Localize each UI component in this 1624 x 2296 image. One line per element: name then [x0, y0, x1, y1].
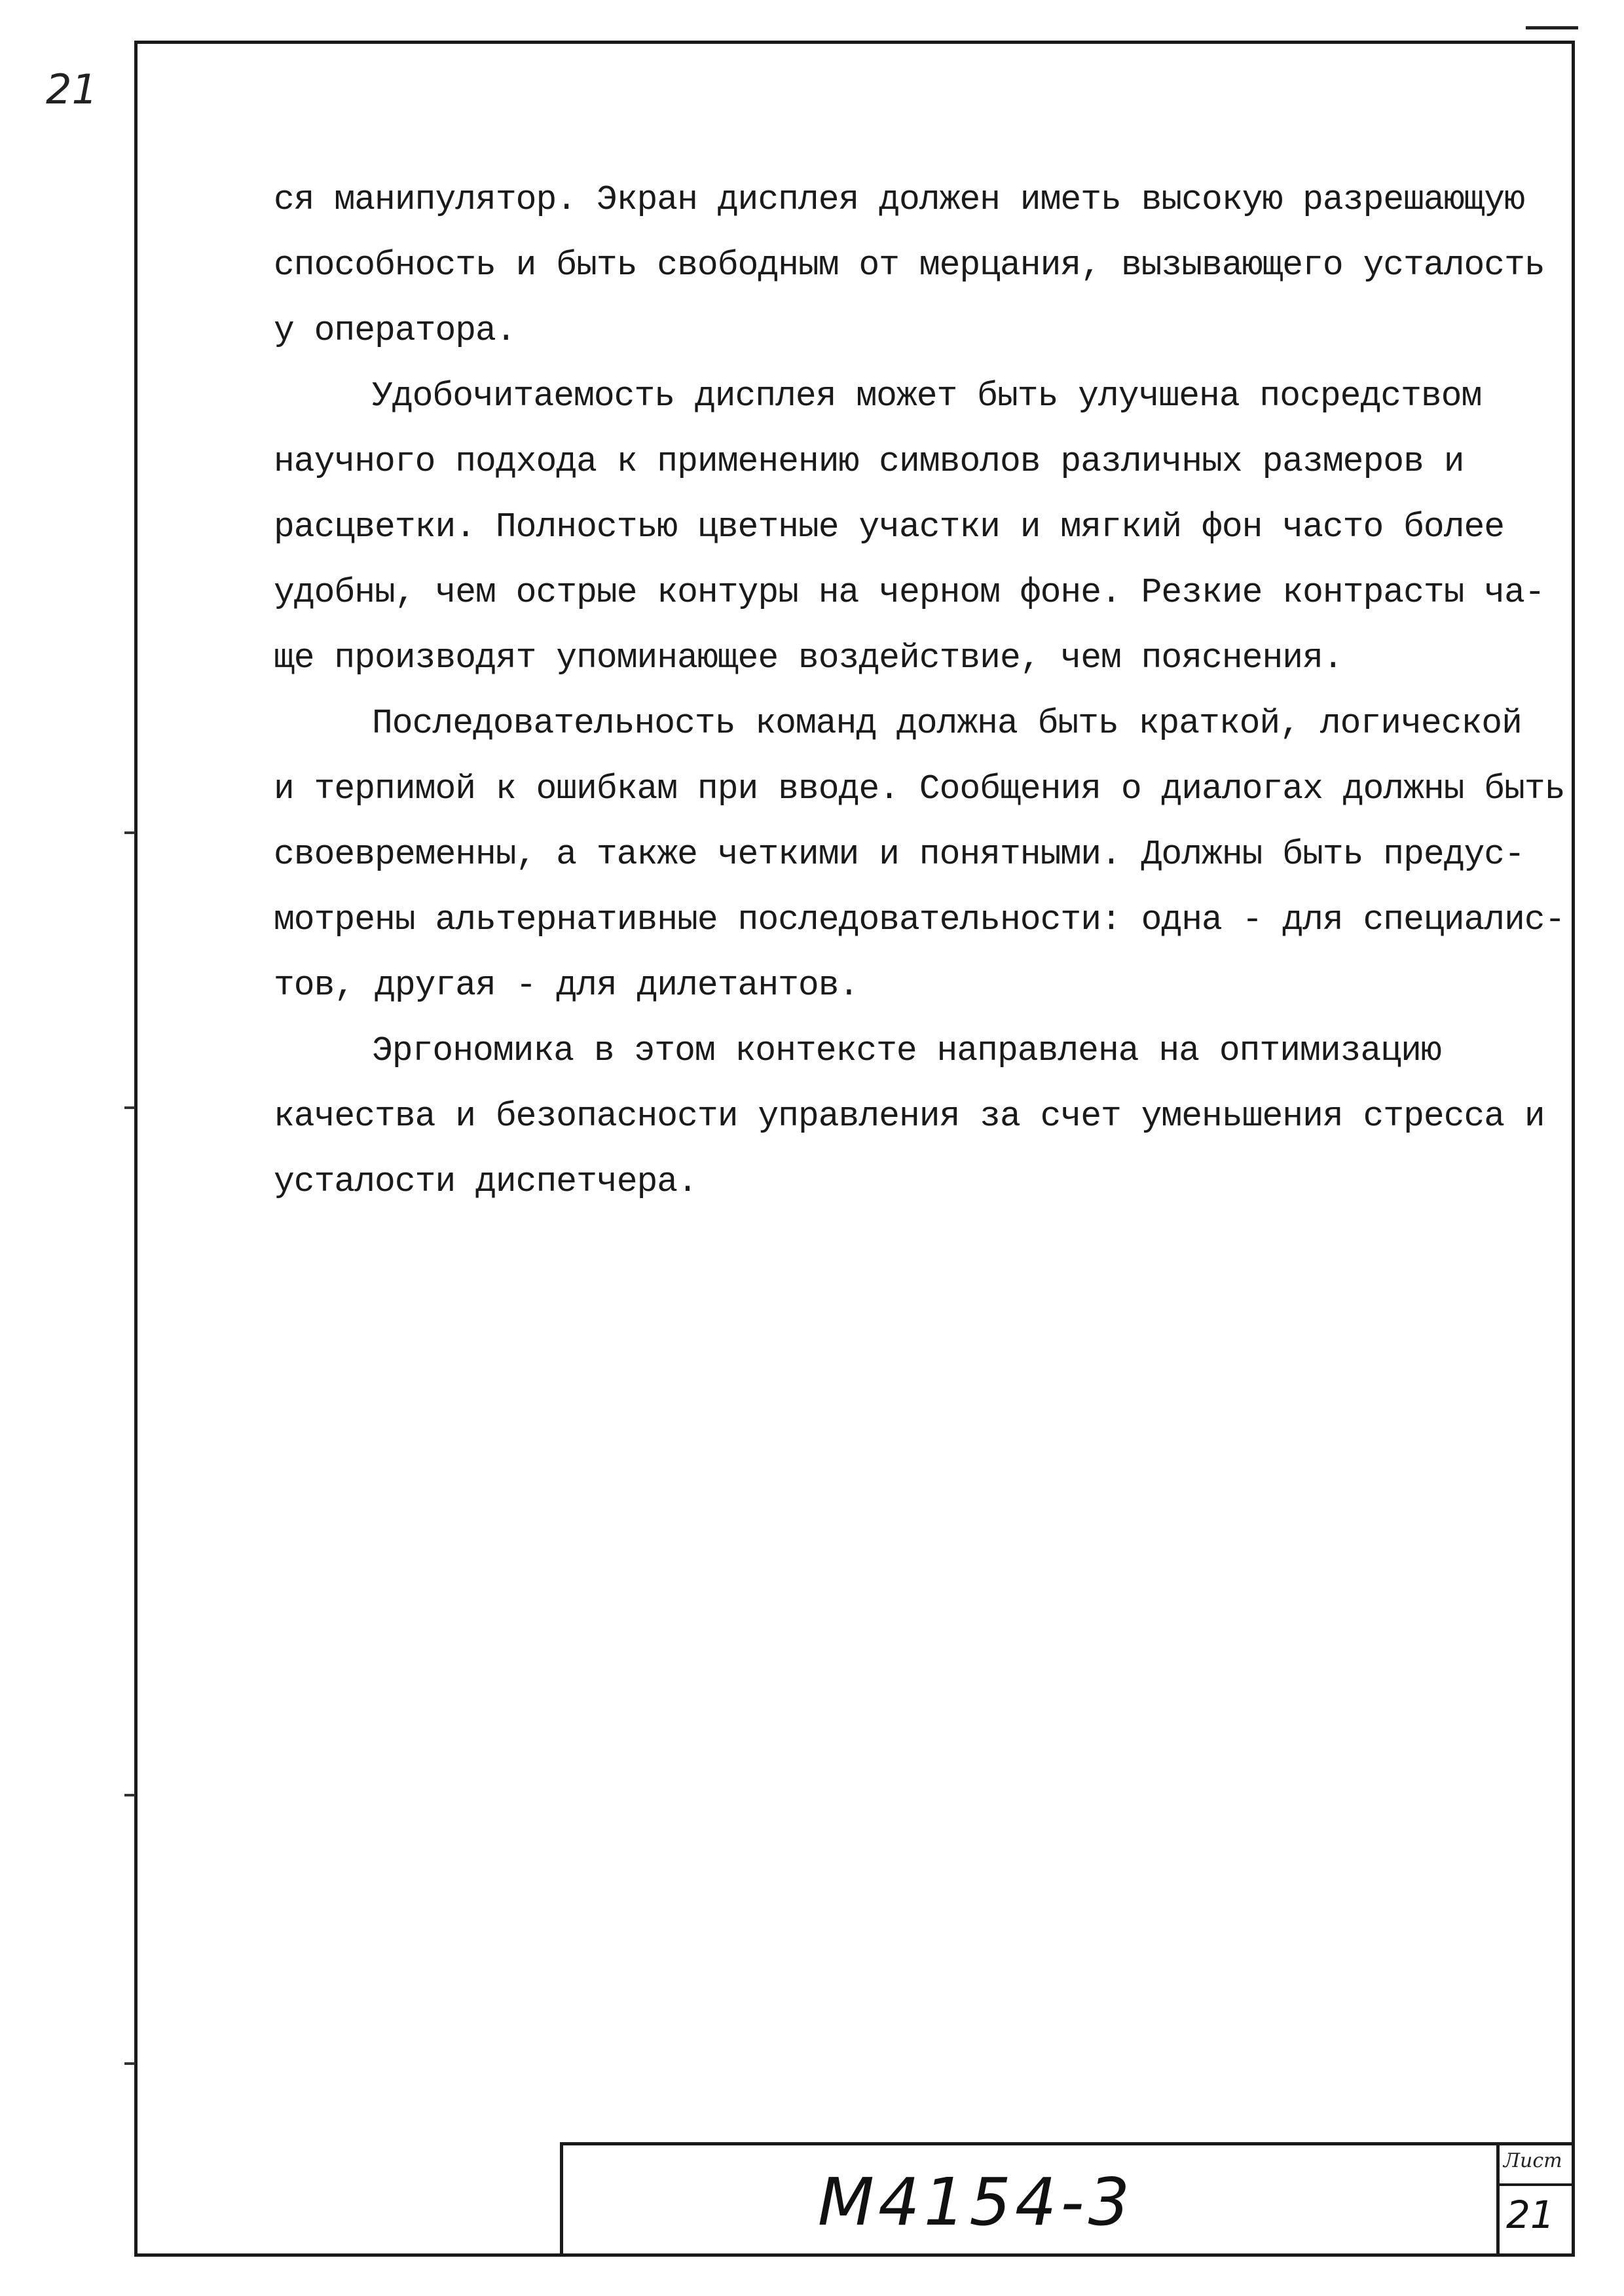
- paragraph: [274, 167, 1557, 363]
- paragraph: [274, 691, 1565, 1018]
- sheet-number: 21: [1506, 2193, 1555, 2237]
- sheet-number-cell: [1496, 2145, 1574, 2257]
- sheet-label: Лист: [1504, 2149, 1562, 2172]
- text-line: способность и быть свободным от мерцания, вызывающего усталость: [274, 246, 1545, 285]
- text-line: ся манипулятор. Экран дисплея должен иметь высокую разрешающую: [274, 180, 1524, 219]
- body-text: [274, 167, 1565, 1214]
- text-line: Эргономика в этом контексте направлена на оптимизацию: [372, 1031, 1441, 1070]
- text-line: усталости диспетчера.: [274, 1162, 697, 1201]
- paragraph: [274, 1018, 1557, 1214]
- text-line: ще производят упоминающее воздействие, чем пояснения.: [274, 638, 1343, 678]
- text-line: у оператора.: [274, 311, 516, 350]
- text-line: научного подхода к применению символов различных размеров и: [274, 442, 1464, 481]
- text-line: мотрены альтернативные последовательности: одна - для специалис-: [274, 900, 1565, 939]
- paragraph: [274, 363, 1557, 691]
- margin-tick: [124, 2062, 135, 2065]
- margin-tick: [124, 831, 135, 834]
- text-line: тов, другая - для дилетантов.: [274, 966, 859, 1005]
- text-line: расцветки. Полностью цветные участки и мягкий фон часто более: [274, 507, 1505, 547]
- text-line: своевременны, а также четкими и понятными. Должны быть предус-: [274, 835, 1524, 874]
- text-line: удобны, чем острые контуры на черном фоне. Резкие контрасты ча-: [274, 573, 1545, 612]
- text-line: Последовательность команд должна быть краткой, логической: [372, 704, 1522, 743]
- margin-tick: [124, 1794, 135, 1796]
- text-line: Удобочитаемость дисплея может быть улучшена посредством: [372, 376, 1482, 416]
- document-code: М4154-3: [817, 2164, 1134, 2240]
- page-number-corner: 21: [46, 65, 98, 113]
- text-line: и терпимой к ошибкам при вводе. Сообщения о диалогах должны быть: [274, 769, 1565, 809]
- title-block: [560, 2142, 1574, 2257]
- frame-corner-mark: [1526, 26, 1578, 29]
- margin-tick: [124, 1106, 135, 1109]
- text-line: качества и безопасности управления за счет уменьшения стресса и: [274, 1097, 1545, 1136]
- sheet-divider: [1500, 2183, 1574, 2186]
